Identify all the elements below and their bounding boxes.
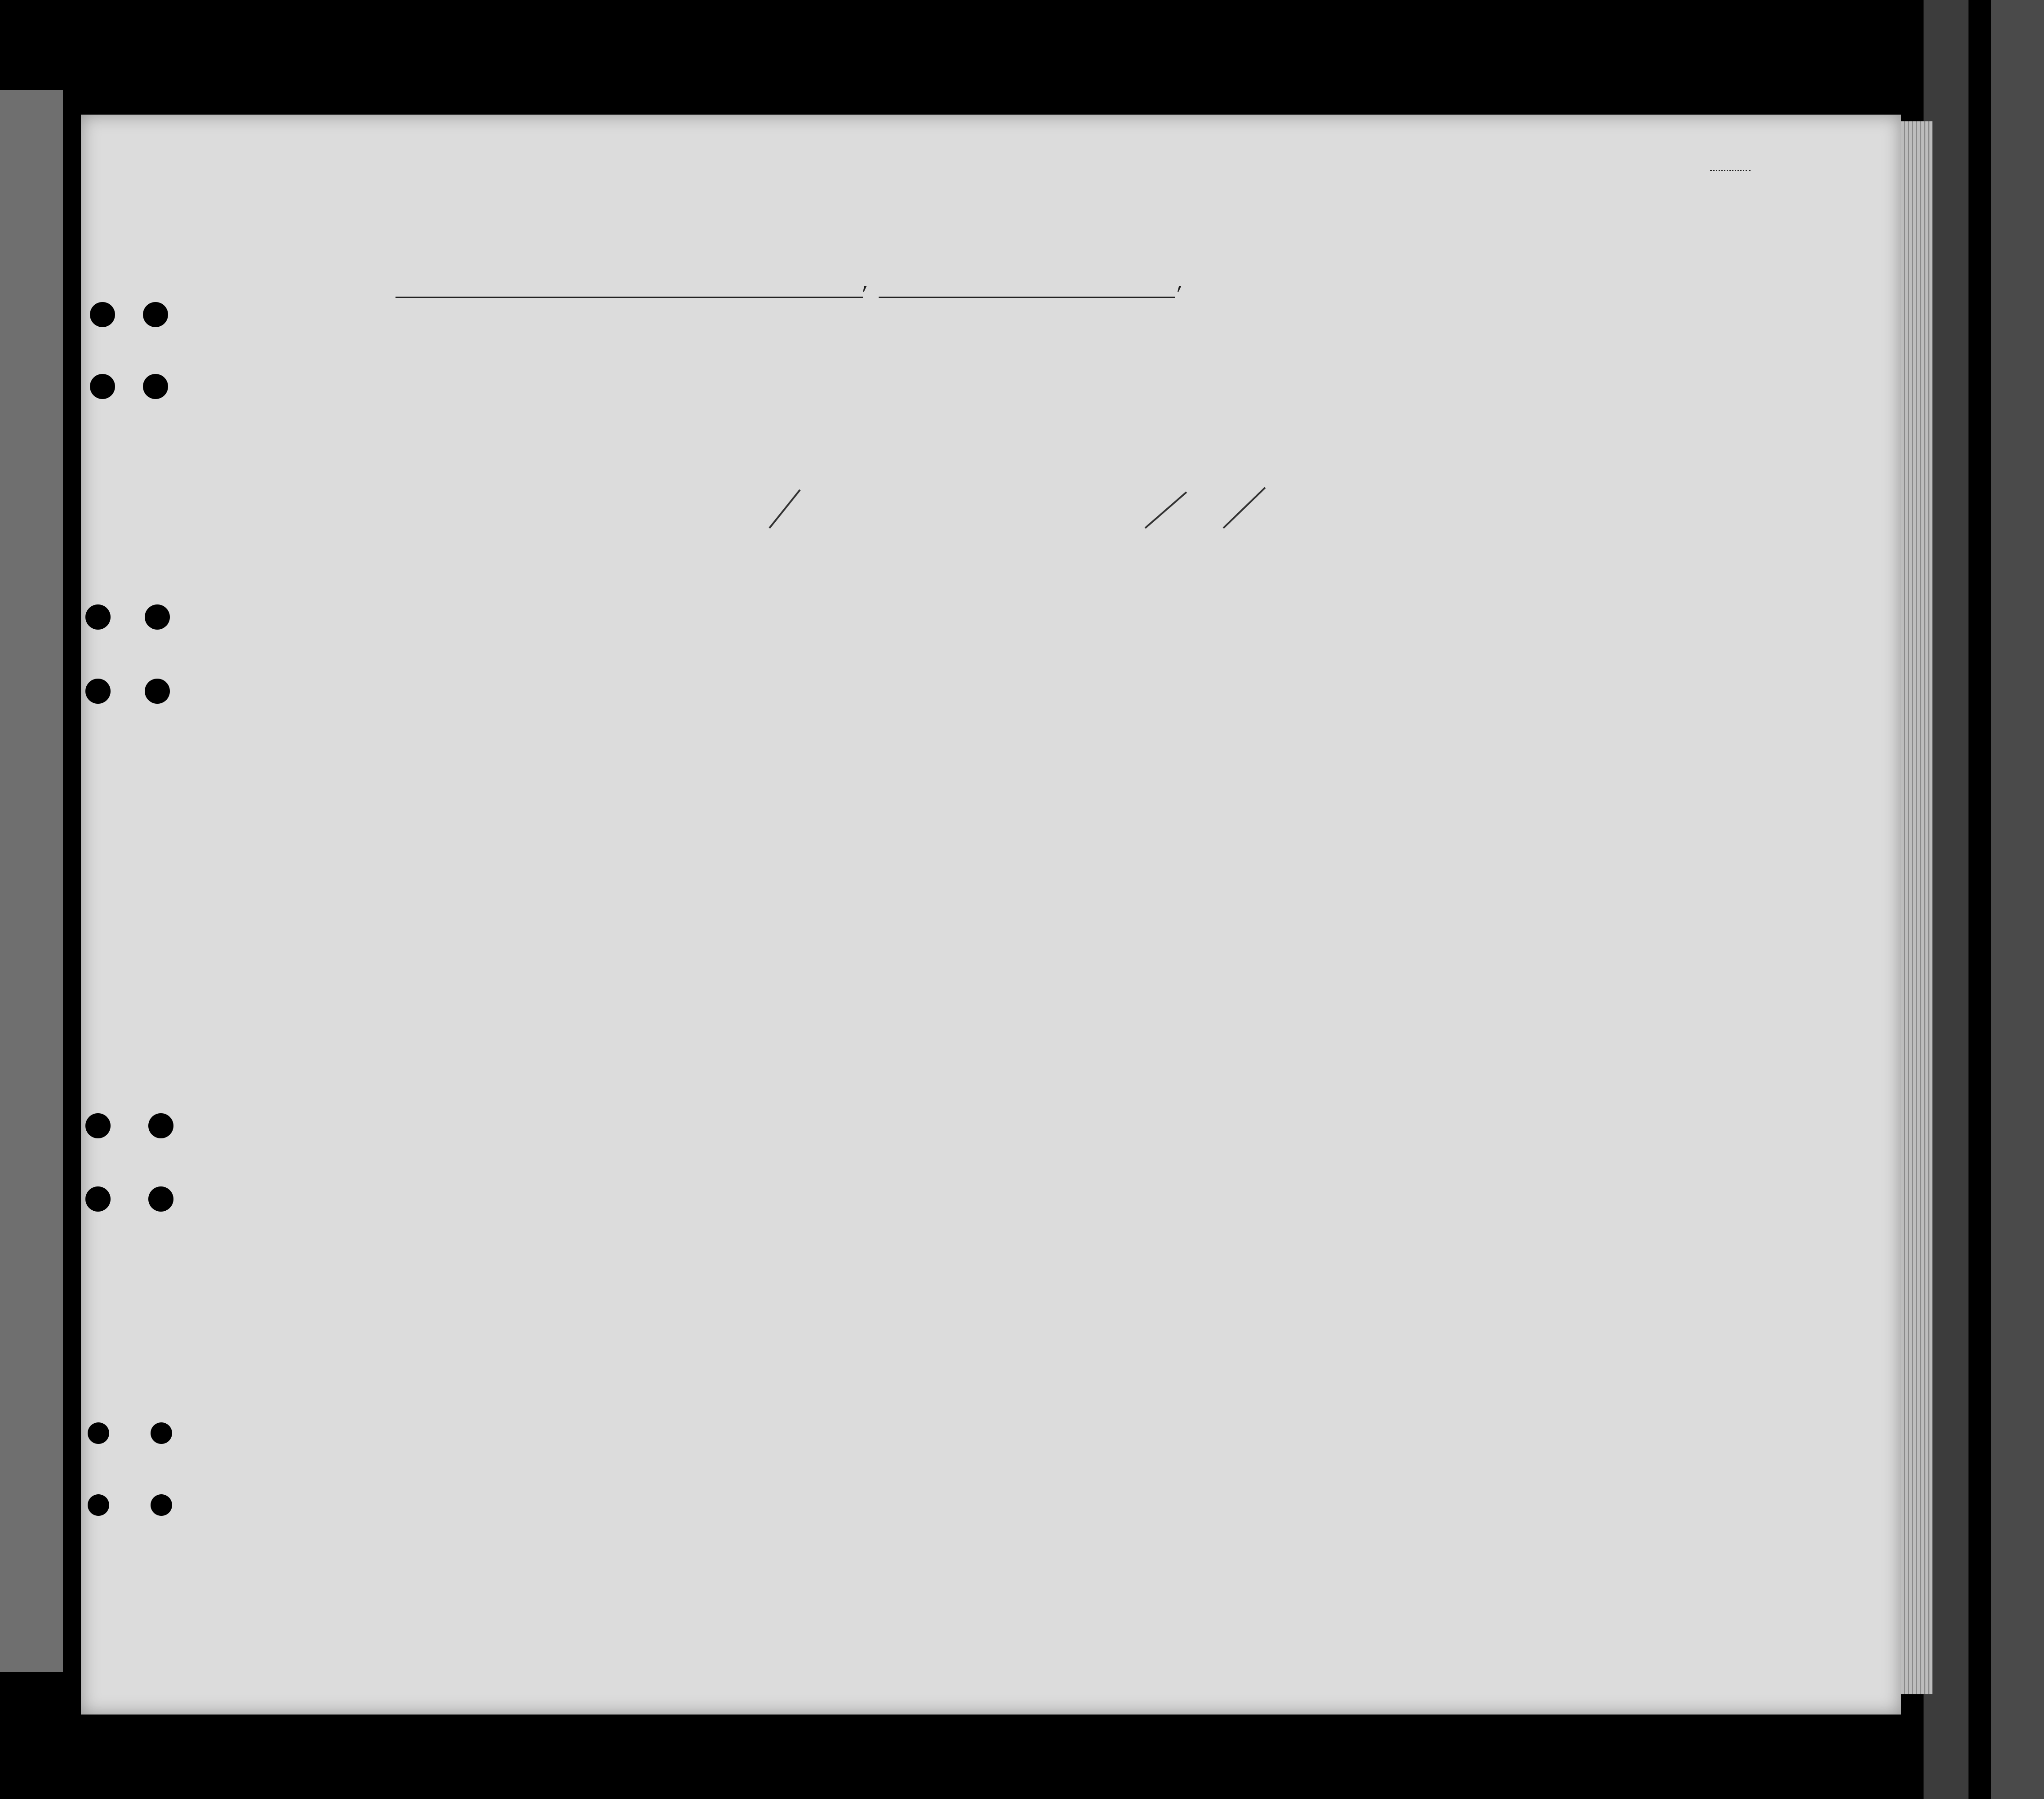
comma: , — [1175, 274, 1186, 294]
comma: , — [861, 274, 872, 294]
